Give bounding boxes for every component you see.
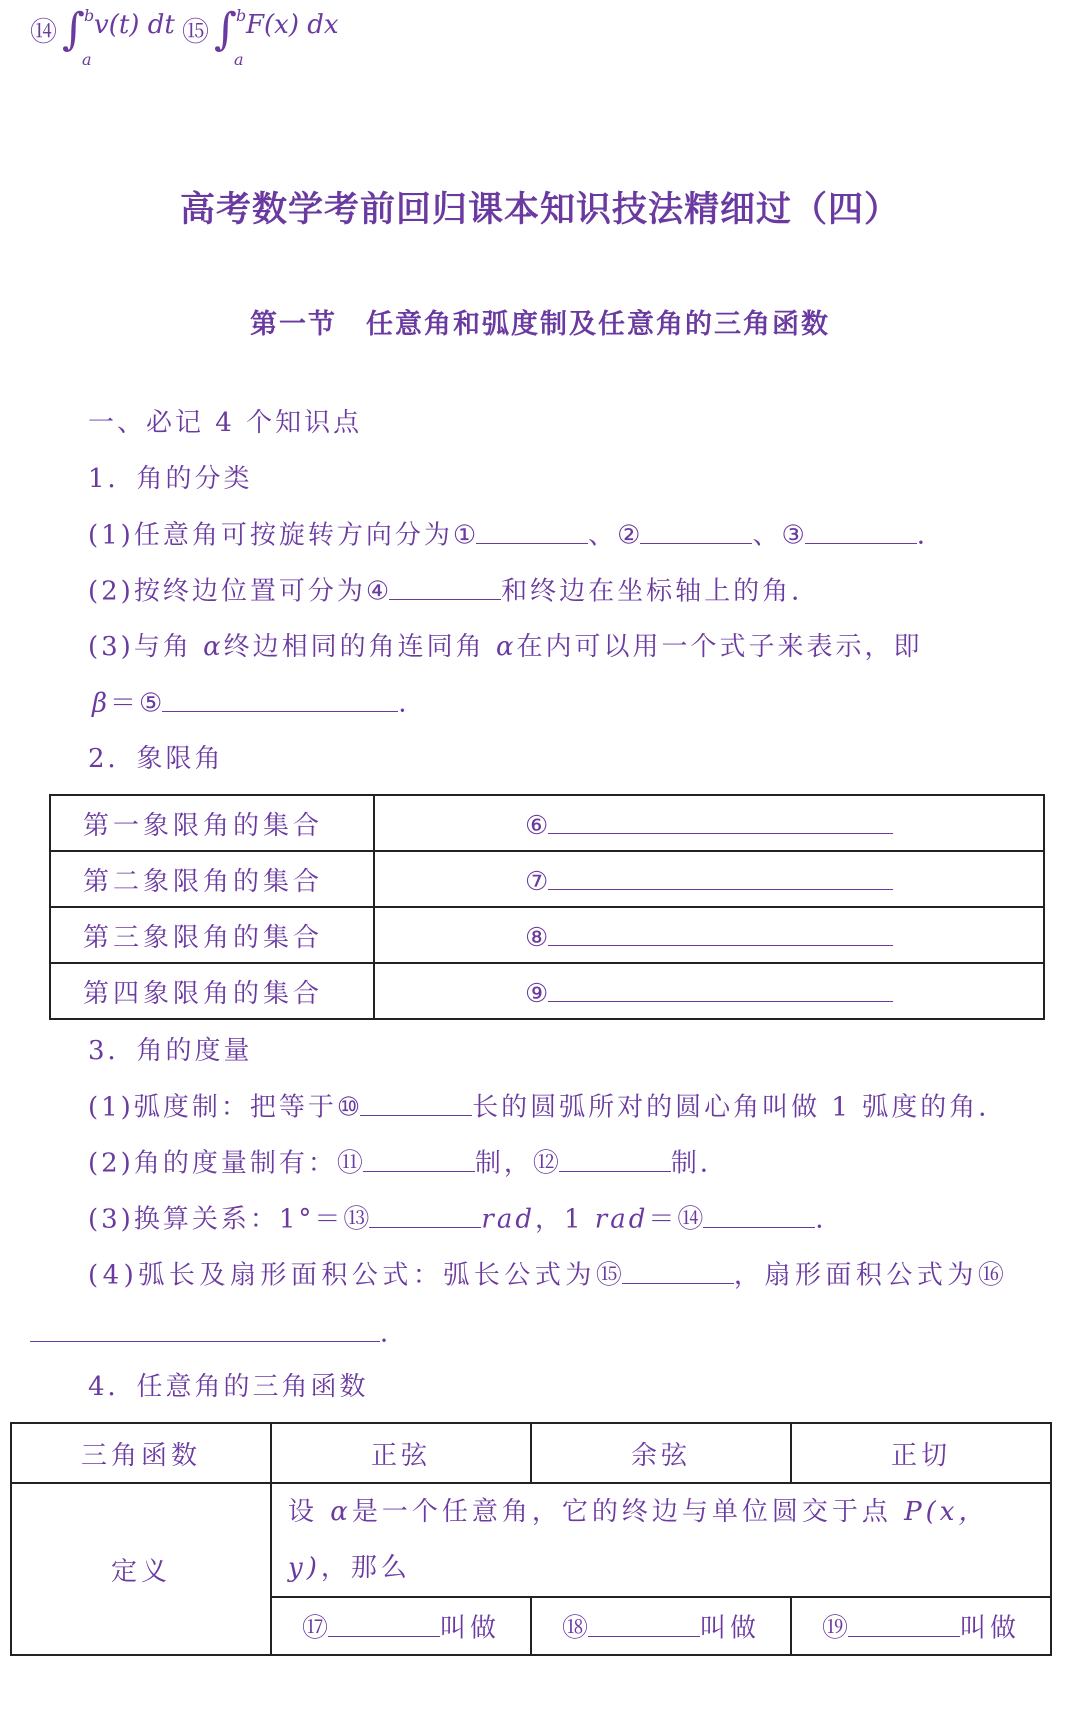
blank-number: ⑱ — [561, 1613, 588, 1644]
blank-number: ⑨ — [525, 979, 549, 1010]
answer-blank[interactable] — [703, 1198, 815, 1228]
definition-text — [271, 1483, 1051, 1597]
quadrant-table — [49, 794, 1045, 1020]
alpha-symbol: α — [203, 632, 224, 662]
heading-angle-classification: 1．角的分类 — [88, 464, 253, 494]
heading-knowledge-points: 一、必记 4 个知识点 — [88, 408, 363, 438]
alpha-symbol: α — [330, 1497, 352, 1527]
equals-sign: ＝ — [110, 688, 140, 719]
answer-blank[interactable] — [548, 973, 893, 1003]
classification-line-3 — [88, 626, 923, 663]
answer-blank[interactable] — [328, 1607, 440, 1637]
blank-number: ⑫ — [532, 1148, 559, 1179]
blank-number: ⑩ — [336, 1092, 361, 1123]
line-text: (3)换算关系：1°＝ — [88, 1204, 344, 1235]
formula-15-number: ⑮ — [182, 17, 209, 48]
table-row — [50, 851, 1044, 907]
line-text: (1)任意角可按旋转方向分为 — [88, 520, 453, 551]
section-title: 第一节 任意角和弧度制及任意角的三角函数 — [250, 309, 830, 340]
measure-line-3 — [88, 1198, 844, 1236]
answer-blank[interactable] — [548, 861, 893, 891]
line-text: 长的圆弧所对的圆心角叫做 1 弧度的角． — [472, 1092, 1008, 1123]
top-formulas — [30, 4, 430, 74]
blank-number: ⑰ — [301, 1613, 328, 1644]
integral-sign-icon: ∫ — [214, 4, 237, 55]
quadrant-answer — [525, 979, 893, 1009]
line-text: ，扇形面积公式为 — [733, 1260, 978, 1291]
quadrant-label: 第二象限角的集合 — [50, 851, 374, 907]
line-text: (2)按终边位置可分为 — [88, 576, 366, 607]
header-sine: 正弦 — [271, 1423, 531, 1483]
formula-14-number: ⑭ — [30, 17, 57, 48]
formula-14-lower: a — [82, 50, 92, 69]
blank-number: ⑥ — [525, 811, 549, 842]
quadrant-label: 第三象限角的集合 — [50, 907, 374, 963]
beta-symbol: β — [92, 688, 111, 719]
line-text: (3)与角 — [88, 632, 204, 662]
rad-unit: rad — [594, 1204, 649, 1235]
separator: ． — [380, 1318, 410, 1349]
blank-number: ⑲ — [821, 1613, 848, 1644]
blank-number: ⑤ — [139, 688, 163, 719]
answer-blank[interactable] — [805, 514, 917, 544]
answer-blank[interactable] — [622, 1254, 734, 1284]
measure-line-4 — [88, 1254, 1004, 1292]
blank-number: ④ — [365, 576, 390, 607]
classification-line-1 — [88, 514, 946, 552]
line-text: ，1 — [534, 1204, 595, 1235]
formula-15-lower: a — [234, 50, 244, 69]
measure-line-5 — [30, 1312, 409, 1350]
formula-15-body: F(x) dx — [246, 10, 339, 40]
heading-angle-measure: 3．角的度量 — [88, 1036, 253, 1066]
measure-line-1 — [88, 1086, 1007, 1124]
blank-number: ⑬ — [343, 1204, 370, 1235]
line-text: ，那么 — [320, 1553, 411, 1583]
line-text: (4)弧长及扇形面积公式：弧长公式为 — [88, 1260, 596, 1291]
rad-unit: rad — [481, 1204, 535, 1235]
sine-definition-cell — [271, 1597, 531, 1655]
separator: ． — [815, 1204, 845, 1235]
header-trig-function: 三角函数 — [11, 1423, 271, 1483]
classification-line-4 — [92, 682, 427, 720]
answer-blank[interactable] — [548, 805, 893, 835]
table-row — [50, 907, 1044, 963]
answer-blank[interactable] — [559, 1142, 671, 1172]
blank-number: ③ — [781, 520, 805, 551]
line-text: 制． — [670, 1148, 729, 1179]
formula-15-upper: b — [236, 6, 247, 25]
line-text: 设 — [288, 1497, 331, 1527]
table-row — [11, 1483, 1051, 1597]
blank-number: ⑦ — [525, 867, 549, 898]
trig-function-table — [10, 1422, 1052, 1656]
answer-blank[interactable] — [476, 514, 588, 544]
answer-blank[interactable] — [640, 514, 752, 544]
point-symbol: P — [904, 1497, 926, 1527]
heading-quadrant-angle: 2．象限角 — [88, 744, 224, 774]
answer-blank[interactable] — [30, 1312, 380, 1342]
answer-blank[interactable] — [588, 1607, 700, 1637]
answer-blank[interactable] — [389, 570, 501, 600]
quadrant-answer — [525, 811, 893, 841]
quadrant-answer — [525, 867, 893, 897]
tangent-definition-cell — [791, 1597, 1051, 1655]
equals-sign: ＝ — [648, 1204, 678, 1235]
integral-sign-icon: ∫ — [62, 4, 85, 55]
heading-trig-functions: 4．任意角的三角函数 — [88, 1372, 369, 1402]
cell-tail: 叫做 — [700, 1613, 761, 1644]
classification-line-2 — [88, 570, 820, 608]
line-text: 终边相同的角连同角 — [223, 632, 496, 662]
table-row — [50, 963, 1044, 1019]
quadrant-label: 第四象限角的集合 — [50, 963, 374, 1019]
page-title: 高考数学考前回归课本知识技法精细过（四） — [179, 189, 900, 230]
answer-blank[interactable] — [369, 1198, 481, 1228]
line-text: 是一个任意角，它的终边与单位圆交于点 — [351, 1497, 905, 1527]
cell-tail: 叫做 — [440, 1613, 501, 1644]
separator: ． — [398, 688, 428, 719]
answer-blank[interactable] — [360, 1086, 472, 1116]
blank-number: ⑧ — [525, 923, 549, 954]
point-coordinates: (x，y) — [288, 1497, 989, 1583]
measure-line-2 — [88, 1142, 729, 1180]
separator: ． — [916, 520, 946, 551]
formula-14-body: v(t) dt — [94, 10, 175, 40]
header-tangent: 正切 — [791, 1423, 1051, 1483]
cell-tail: 叫做 — [960, 1613, 1021, 1644]
answer-blank[interactable] — [363, 1142, 475, 1172]
line-text: (1)弧度制：把等于 — [88, 1092, 337, 1123]
quadrant-answer — [525, 923, 893, 953]
line-text: (2)角的度量制有： — [88, 1148, 337, 1179]
header-cosine: 余弦 — [531, 1423, 791, 1483]
table-row — [11, 1423, 1051, 1483]
blank-number: ⑪ — [336, 1148, 363, 1179]
blank-number: ⑭ — [677, 1204, 704, 1235]
separator: 、 — [588, 520, 618, 551]
cosine-definition-cell — [531, 1597, 791, 1655]
formula-14-upper: b — [84, 6, 95, 25]
answer-blank[interactable] — [848, 1607, 960, 1637]
blank-number: ② — [617, 520, 641, 551]
definition-label: 定义 — [11, 1483, 271, 1655]
line-text: 制， — [474, 1148, 533, 1179]
table-row — [50, 795, 1044, 851]
separator: 、 — [752, 520, 782, 551]
blank-number: ⑮ — [595, 1260, 622, 1291]
line-text: 和终边在坐标轴上的角． — [501, 576, 821, 607]
blank-number: ① — [452, 520, 477, 551]
answer-blank[interactable] — [162, 682, 398, 712]
alpha-symbol: α — [495, 632, 517, 662]
line-text: 在内可以用一个式子来表示，即 — [516, 632, 923, 662]
blank-number: ⑯ — [977, 1260, 1004, 1291]
quadrant-label: 第一象限角的集合 — [50, 795, 374, 851]
answer-blank[interactable] — [548, 917, 893, 947]
